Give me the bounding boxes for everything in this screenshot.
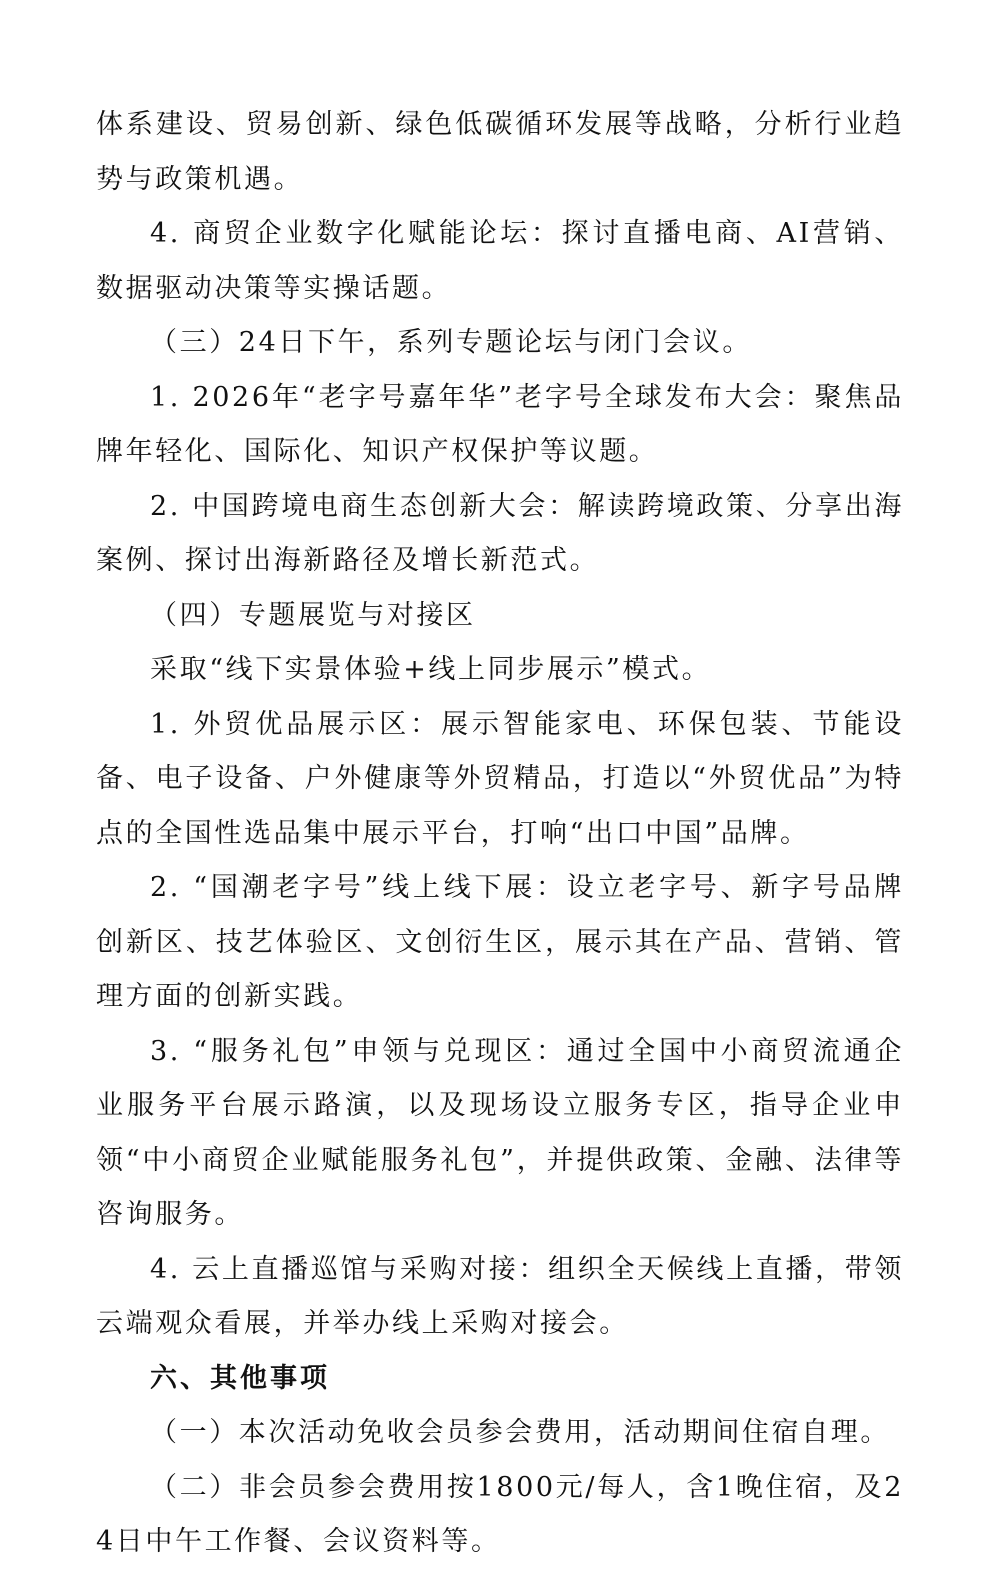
- section-heading-afternoon-forums: （三）24日下午，系列专题论坛与闭门会议。: [150, 327, 752, 358]
- paragraph-member-fee: （一）本次活动免收会员参会费用，活动期间住宿自理。: [150, 1417, 890, 1448]
- paragraph-guochao-exhibition: 2. “国潮老字号”线上线下展：设立老字号、新字号品牌创新区、技艺体验区、文创衍生区，展示其在产品、营销、管理方面的创新实践。: [96, 872, 904, 1012]
- paragraph-laozihao-conference: 1. 2026年“老字号嘉年华”老字号全球发布大会：聚焦品牌年轻化、国际化、知识产权保护等议题。: [96, 381, 904, 467]
- paragraph-digital-forum: 4. 商贸企业数字化赋能论坛：探讨直播电商、AI营销、数据驱动决策等实操话题。: [96, 218, 904, 304]
- paragraph-exhibition-mode: 采取“线下实景体验+线上同步展示”模式。: [150, 654, 712, 685]
- section-heading-other-matters: 六、其他事项: [150, 1362, 330, 1394]
- paragraph-cross-border-conference: 2. 中国跨境电商生态创新大会：解读跨境政策、分享出海案例、探讨出海新路径及增长新范式。: [96, 490, 904, 576]
- paragraph-livestream-procurement: 4. 云上直播巡馆与采购对接：组织全天候线上直播，带领云端观众看展，并举办线上采购对接会。: [96, 1253, 904, 1339]
- paragraph-strategy-analysis: 体系建设、贸易创新、绿色低碳循环发展等战略，分析行业趋势与政策机遇。: [96, 109, 904, 195]
- paragraph-service-package-zone: 3. “服务礼包”申领与兑现区：通过全国中小商贸流通企业服务平台展示路演，以及现场设立服务专区，指导企业申领“中小商贸企业赋能服务礼包”，并提供政策、金融、法律等咨询服务。: [96, 1035, 904, 1230]
- section-heading-exhibition-zone: （四）专题展览与对接区: [150, 599, 476, 631]
- paragraph-export-products-zone: 1. 外贸优品展示区：展示智能家电、环保包装、节能设备、电子设备、户外健康等外贸精品，打造以“外贸优品”为特点的全国性选品集中展示平台，打响“出口中国”品牌。: [96, 708, 904, 849]
- paragraph-non-member-fee: （二）非会员参会费用按1800元/每人，含1晚住宿，及24日中午工作餐、会议资料等。: [96, 1471, 904, 1557]
